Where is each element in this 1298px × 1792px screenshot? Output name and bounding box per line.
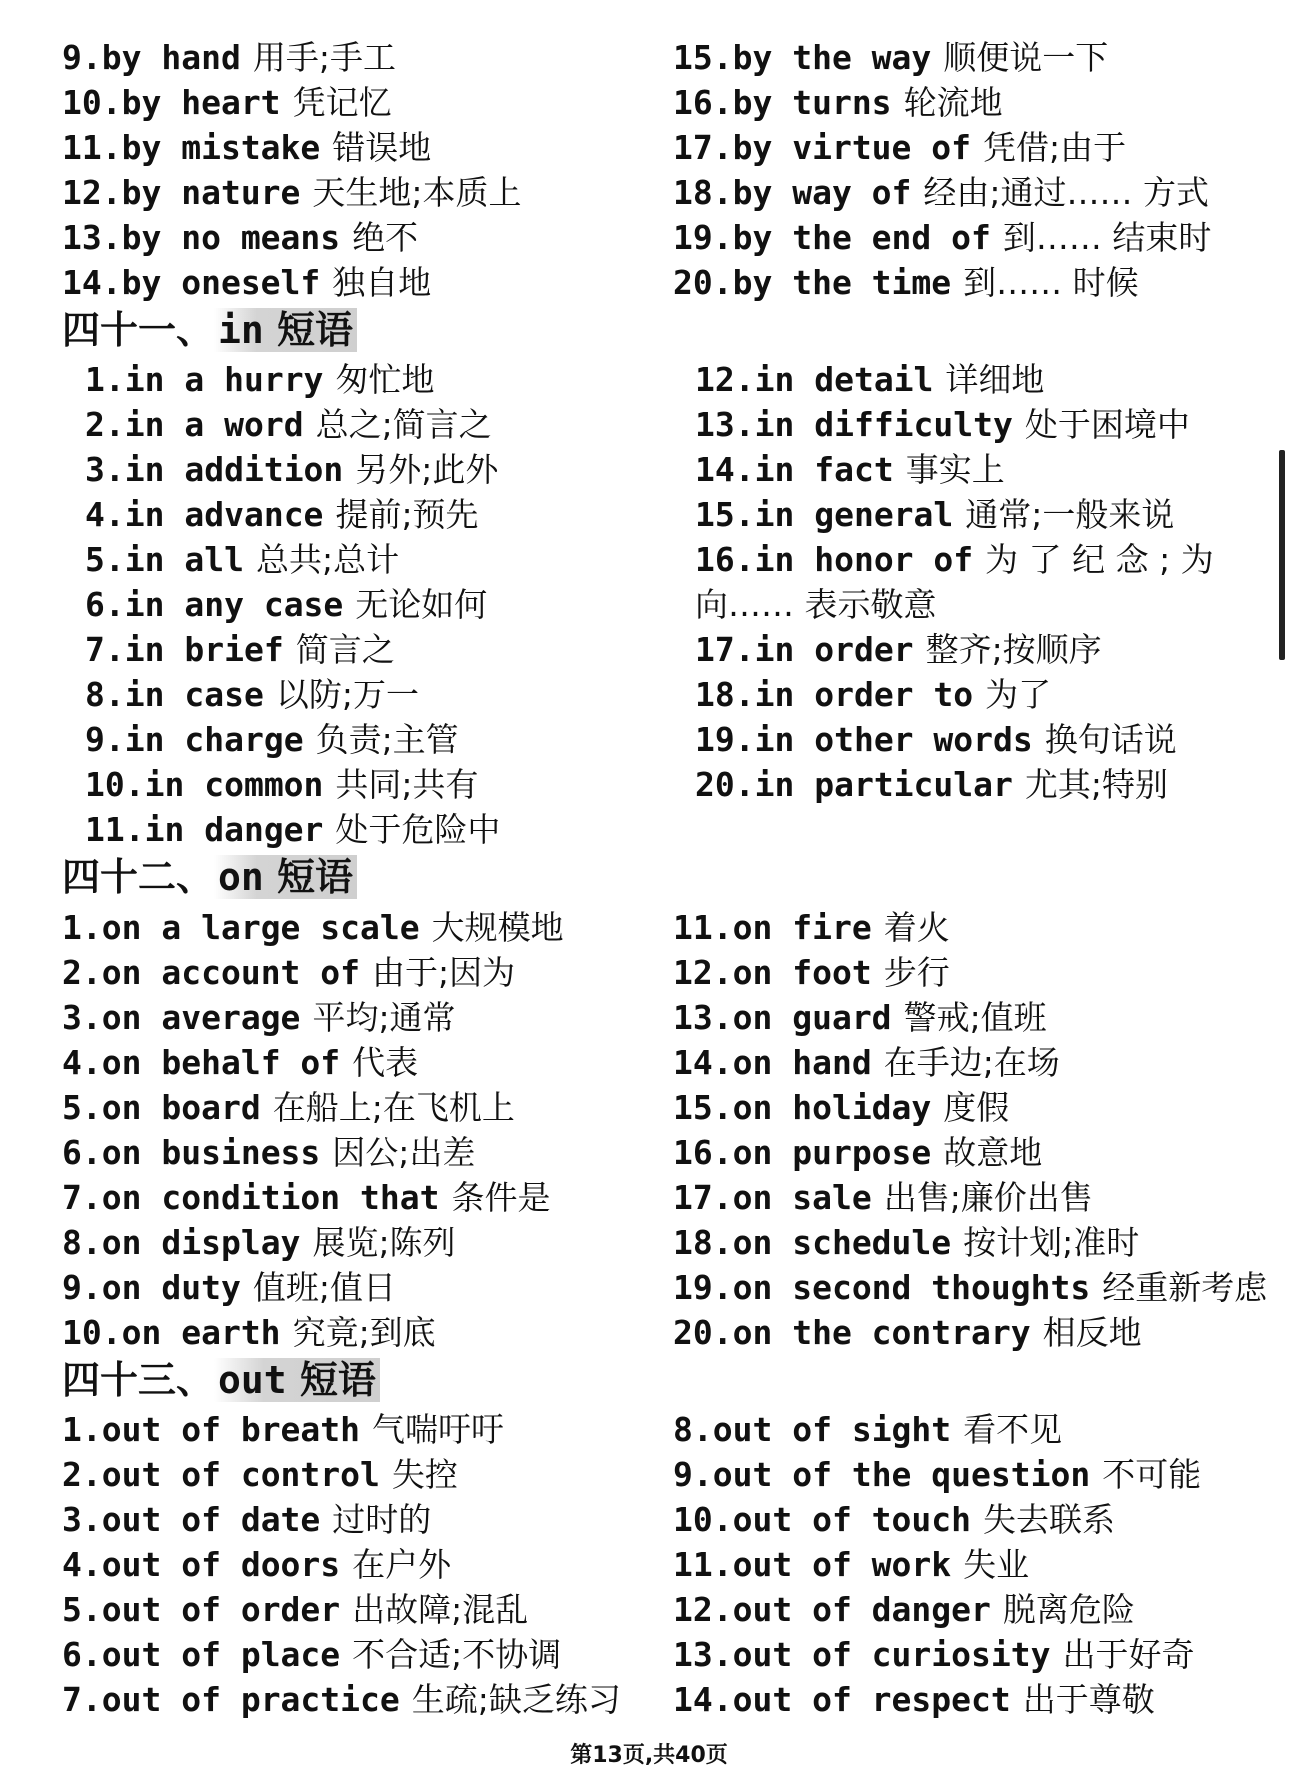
phrase-en: in addition	[124, 450, 344, 489]
phrase-en: on condition that	[101, 1178, 440, 1217]
item-number: 2.	[62, 1455, 102, 1494]
phrase-cn: 条件是	[451, 1178, 551, 1217]
phrase-cn: 另外;此外	[355, 450, 499, 489]
list-item	[0, 995, 1298, 1040]
phrase-en: by the time	[732, 263, 952, 302]
item-number: 17.	[673, 128, 733, 167]
phrase-en: by heart	[121, 83, 281, 122]
phrase-en: in order to	[754, 675, 974, 714]
phrase-en: by turns	[732, 83, 892, 122]
phrase-cn: 不可能	[1102, 1455, 1202, 1494]
list-item	[0, 80, 1298, 125]
list-item	[0, 1407, 1298, 1452]
item-number: 20.	[695, 765, 755, 804]
phrase-en: on purpose	[732, 1133, 932, 1172]
phrase-en: out of work	[732, 1545, 952, 1584]
phrase-en: out of curiosity	[732, 1635, 1051, 1674]
item-number: 3.	[85, 450, 125, 489]
phrase-cn: 大规模地	[431, 908, 564, 947]
phrase-en: on average	[101, 998, 301, 1037]
phrase-cn: 天生地;本质上	[312, 173, 522, 212]
phrase-en: out of respect	[732, 1680, 1011, 1719]
phrase-en: on a large scale	[101, 908, 420, 947]
phrase-cn: 出于尊敬	[1022, 1680, 1155, 1719]
list-item	[0, 905, 1298, 950]
phrase-en: out of practice	[101, 1680, 400, 1719]
item-number: 9.	[673, 1455, 713, 1494]
phrase-en: by nature	[121, 173, 301, 212]
item-number: 12.	[673, 1590, 733, 1629]
phrase-cn: 故意地	[943, 1133, 1043, 1172]
phrase-en: in a hurry	[124, 360, 324, 399]
phrase-cn: 匆忙地	[335, 360, 435, 399]
phrase-en: on business	[101, 1133, 321, 1172]
item-number: 2.	[62, 953, 102, 992]
phrase-en: in danger	[144, 810, 324, 849]
list-item	[0, 1085, 1298, 1130]
item-number: 13.	[673, 998, 733, 1037]
item-number: 6.	[62, 1635, 102, 1674]
phrase-cn: 负责;主管	[315, 720, 459, 759]
list-item	[0, 672, 1298, 717]
item-number: 8.	[62, 1223, 102, 1262]
phrase-cn: 在船上;在飞机上	[272, 1088, 515, 1127]
phrase-cn: 看不见	[963, 1410, 1063, 1449]
phrase-cn: 失业	[963, 1545, 1030, 1584]
item-number: 7.	[62, 1178, 102, 1217]
phrase-cn: 总之;简言之	[315, 405, 492, 444]
list-item	[0, 492, 1298, 537]
item-number: 10.	[673, 1500, 733, 1539]
item-number: 18.	[673, 1223, 733, 1262]
phrase-cn: 无论如何	[355, 585, 488, 624]
item-number: 19.	[673, 1268, 733, 1307]
list-item	[0, 1542, 1298, 1587]
item-number: 11.	[62, 128, 122, 167]
phrase-cn: 警戒;值班	[903, 998, 1047, 1037]
phrase-en: in common	[144, 765, 324, 804]
list-item	[0, 717, 1298, 762]
phrase-cn: 出售;廉价出售	[883, 1178, 1093, 1217]
phrase-cn: 出故障;混乱	[352, 1590, 529, 1629]
phrase-en: on schedule	[732, 1223, 952, 1262]
phrase-cn: 经由;通过…… 方式	[923, 173, 1210, 212]
phrase-cn: 过时的	[332, 1500, 432, 1539]
phrase-en: out of breath	[101, 1410, 361, 1449]
item-number: 1.	[62, 1410, 102, 1449]
phrase-cn: 气喘吁吁	[372, 1410, 505, 1449]
phrase-en: on second thoughts	[732, 1268, 1091, 1307]
item-number: 7.	[85, 630, 125, 669]
phrase-cn: 简言之	[295, 630, 395, 669]
phrase-en: out of place	[101, 1635, 341, 1674]
list-item	[0, 537, 1298, 582]
item-number: 12.	[62, 173, 122, 212]
phrase-en: by mistake	[121, 128, 321, 167]
phrase-cn: 独自地	[332, 263, 432, 302]
phrase-cn: 顺便说一下	[943, 38, 1109, 77]
item-number: 15.	[673, 1088, 733, 1127]
phrase-en: by way of	[732, 173, 912, 212]
phrase-en: in all	[124, 540, 244, 579]
phrase-en: on hand	[732, 1043, 872, 1082]
phrase-en: on sale	[732, 1178, 872, 1217]
phrase-cn: 失控	[391, 1455, 458, 1494]
scrollbar-thumb[interactable]	[1279, 450, 1285, 660]
item-number: 12.	[673, 953, 733, 992]
phrase-en: out of doors	[101, 1545, 341, 1584]
phrase-cn: 由于;因为	[372, 953, 516, 992]
section-heading-out: 四十三、 out 短语	[62, 1355, 380, 1405]
item-number: 4.	[62, 1545, 102, 1584]
page-number-footer: 第13页,共40页	[570, 1743, 728, 1768]
item-number: 15.	[695, 495, 755, 534]
list-item	[0, 1130, 1298, 1175]
phrase-cn: 事实上	[905, 450, 1005, 489]
phrase-en: on the contrary	[732, 1313, 1031, 1352]
list-item	[0, 447, 1298, 492]
phrase-cn: 到…… 时候	[963, 263, 1139, 302]
item-number: 5.	[62, 1590, 102, 1629]
phrase-cn: 生疏;缺乏练习	[411, 1680, 621, 1719]
item-number: 15.	[673, 38, 733, 77]
item-number: 11.	[673, 1545, 733, 1584]
phrase-cn: 换句话说	[1044, 720, 1177, 759]
phrase-cn: 为了	[985, 675, 1052, 714]
list-item	[0, 1497, 1298, 1542]
phrase-cn: 在户外	[352, 1545, 452, 1584]
phrase-en: by hand	[101, 38, 241, 77]
item-number: 17.	[673, 1178, 733, 1217]
item-number: 5.	[85, 540, 125, 579]
item-number: 17.	[695, 630, 755, 669]
phrase-en: out of touch	[732, 1500, 972, 1539]
item-number: 12.	[695, 360, 755, 399]
phrase-cn: 为 了 纪 念 ; 为	[985, 540, 1214, 579]
item-number: 13.	[695, 405, 755, 444]
item-number: 10.	[62, 1313, 122, 1352]
phrase-cn: 经重新考虑	[1102, 1268, 1268, 1307]
item-number: 14.	[695, 450, 755, 489]
phrase-en: in a word	[124, 405, 304, 444]
item-number: 6.	[62, 1133, 102, 1172]
item-number: 20.	[673, 263, 733, 302]
phrase-cn: 用手;手工	[252, 38, 396, 77]
phrase-en: in order	[754, 630, 914, 669]
phrase-en: in brief	[124, 630, 284, 669]
item-number: 19.	[673, 218, 733, 257]
phrase-en: on holiday	[732, 1088, 932, 1127]
item-number: 3.	[62, 998, 102, 1037]
item-number: 5.	[62, 1088, 102, 1127]
phrase-en: out of date	[101, 1500, 321, 1539]
phrase-en: in particular	[754, 765, 1013, 804]
phrase-cn: 相反地	[1042, 1313, 1142, 1352]
phrase-en: in other words	[754, 720, 1033, 759]
item-number: 9.	[85, 720, 125, 759]
phrase-cn: 通常;一般来说	[965, 495, 1175, 534]
list-item	[0, 807, 1298, 852]
phrase-en: in case	[124, 675, 264, 714]
phrase-en: on behalf of	[101, 1043, 341, 1082]
phrase-cn: 以防;万一	[275, 675, 419, 714]
phrase-cn: 出于好奇	[1062, 1635, 1195, 1674]
phrase-cn: 凭借;由于	[983, 128, 1127, 167]
phrase-cn: 在手边;在场	[883, 1043, 1060, 1082]
phrase-cn: 究竟;到底	[292, 1313, 436, 1352]
item-number: 7.	[62, 1680, 102, 1719]
phrase-en: in advance	[124, 495, 324, 534]
phrase-en: by the way	[732, 38, 932, 77]
phrase-en: in difficulty	[754, 405, 1013, 444]
phrase-cn: 因公;出差	[332, 1133, 476, 1172]
list-item	[0, 950, 1298, 995]
item-number: 2.	[85, 405, 125, 444]
phrase-cn: 不合适;不协调	[352, 1635, 562, 1674]
list-item	[0, 1452, 1298, 1497]
list-item	[0, 627, 1298, 672]
list-item	[0, 260, 1298, 305]
phrase-en: out of sight	[712, 1410, 952, 1449]
list-item	[0, 357, 1298, 402]
phrase-en: out of danger	[732, 1590, 991, 1629]
item-number: 4.	[85, 495, 125, 534]
phrase-cn: 到…… 结束时	[1002, 218, 1212, 257]
phrase-en: out of order	[101, 1590, 341, 1629]
item-number: 3.	[62, 1500, 102, 1539]
list-item	[0, 1587, 1298, 1632]
item-number: 1.	[85, 360, 125, 399]
phrase-cn: 绝不	[352, 218, 419, 257]
item-number: 16.	[673, 83, 733, 122]
item-number: 16.	[673, 1133, 733, 1172]
phrase-en: in charge	[124, 720, 304, 759]
list-item	[0, 125, 1298, 170]
phrase-cn: 共同;共有	[335, 765, 479, 804]
phrase-cn: 着火	[883, 908, 950, 947]
phrase-en: on display	[101, 1223, 301, 1262]
phrase-en: by virtue of	[732, 128, 972, 167]
list-item	[0, 1040, 1298, 1085]
phrase-en: by the end of	[732, 218, 991, 257]
phrase-en: in any case	[124, 585, 344, 624]
item-number: 11.	[85, 810, 145, 849]
list-item	[0, 1632, 1298, 1677]
phrase-cn: 详细地	[945, 360, 1045, 399]
item-number: 14.	[673, 1043, 733, 1082]
phrase-en: on fire	[732, 908, 872, 947]
phrase-cn: 凭记忆	[292, 83, 392, 122]
item-number: 10.	[62, 83, 122, 122]
phrase-en: on duty	[101, 1268, 241, 1307]
item-number: 11.	[673, 908, 733, 947]
phrase-cn: 度假	[943, 1088, 1010, 1127]
list-item	[0, 215, 1298, 260]
phrase-cn: 按计划;准时	[963, 1223, 1140, 1262]
list-item	[0, 1310, 1298, 1355]
phrase-en: on account of	[101, 953, 361, 992]
list-item	[0, 402, 1298, 447]
phrase-en: out of the question	[712, 1455, 1091, 1494]
phrase-cn: 轮流地	[903, 83, 1003, 122]
item-number: 14.	[62, 263, 122, 302]
phrase-en: on foot	[732, 953, 872, 992]
phrase-en: on earth	[121, 1313, 281, 1352]
phrase-en: on guard	[732, 998, 892, 1037]
phrase-cn: 整齐;按顺序	[925, 630, 1102, 669]
phrase-en: in detail	[754, 360, 934, 399]
item-number: 4.	[62, 1043, 102, 1082]
phrase-en: in honor of	[754, 540, 974, 579]
phrase-en: on board	[101, 1088, 261, 1127]
phrase-cn: 处于困境中	[1024, 405, 1190, 444]
phrase-cn: 失去联系	[983, 1500, 1116, 1539]
phrase-cn: 展览;陈列	[312, 1223, 456, 1262]
phrase-cn: 平均;通常	[312, 998, 456, 1037]
item-number: 9.	[62, 1268, 102, 1307]
item-number: 8.	[85, 675, 125, 714]
item-number: 13.	[62, 218, 122, 257]
item-number: 13.	[673, 1635, 733, 1674]
item-number: 8.	[673, 1410, 713, 1449]
phrase-cn: 步行	[883, 953, 950, 992]
section-heading-on: 四十二、 on 短语	[62, 852, 357, 902]
item-number: 18.	[673, 173, 733, 212]
phrase-en: by oneself	[121, 263, 321, 302]
phrase-cn: 错误地	[332, 128, 432, 167]
phrase-cn: 脱离危险	[1002, 1590, 1135, 1629]
phrase-en: by no means	[121, 218, 341, 257]
item-number: 18.	[695, 675, 755, 714]
phrase-cn: 值班;值日	[252, 1268, 396, 1307]
item-number: 16.	[695, 540, 755, 579]
item-number: 19.	[695, 720, 755, 759]
list-item	[0, 762, 1298, 807]
item-number: 6.	[85, 585, 125, 624]
list-item	[0, 35, 1298, 80]
list-item	[0, 1175, 1298, 1220]
phrase-cn: 提前;预先	[335, 495, 479, 534]
phrase-en: in fact	[754, 450, 894, 489]
list-item	[0, 1220, 1298, 1265]
phrase-cn: 总共;总计	[255, 540, 400, 579]
phrase-cn: 尤其;特别	[1024, 765, 1169, 804]
phrase-en: out of control	[101, 1455, 380, 1494]
section-heading-in: 四十一、 in 短语	[62, 305, 357, 355]
phrase-cn-continuation: 向…… 表示敬意	[695, 585, 937, 624]
item-number: 20.	[673, 1313, 733, 1352]
item-number: 9.	[62, 38, 102, 77]
list-item	[0, 1677, 1298, 1722]
list-item	[0, 170, 1298, 215]
phrase-cn: 处于危险中	[335, 810, 501, 849]
list-item	[0, 1265, 1298, 1310]
phrase-cn: 代表	[352, 1043, 419, 1082]
list-item	[0, 582, 1298, 627]
item-number: 10.	[85, 765, 145, 804]
item-number: 14.	[673, 1680, 733, 1719]
item-number: 1.	[62, 908, 102, 947]
phrase-en: in general	[754, 495, 954, 534]
